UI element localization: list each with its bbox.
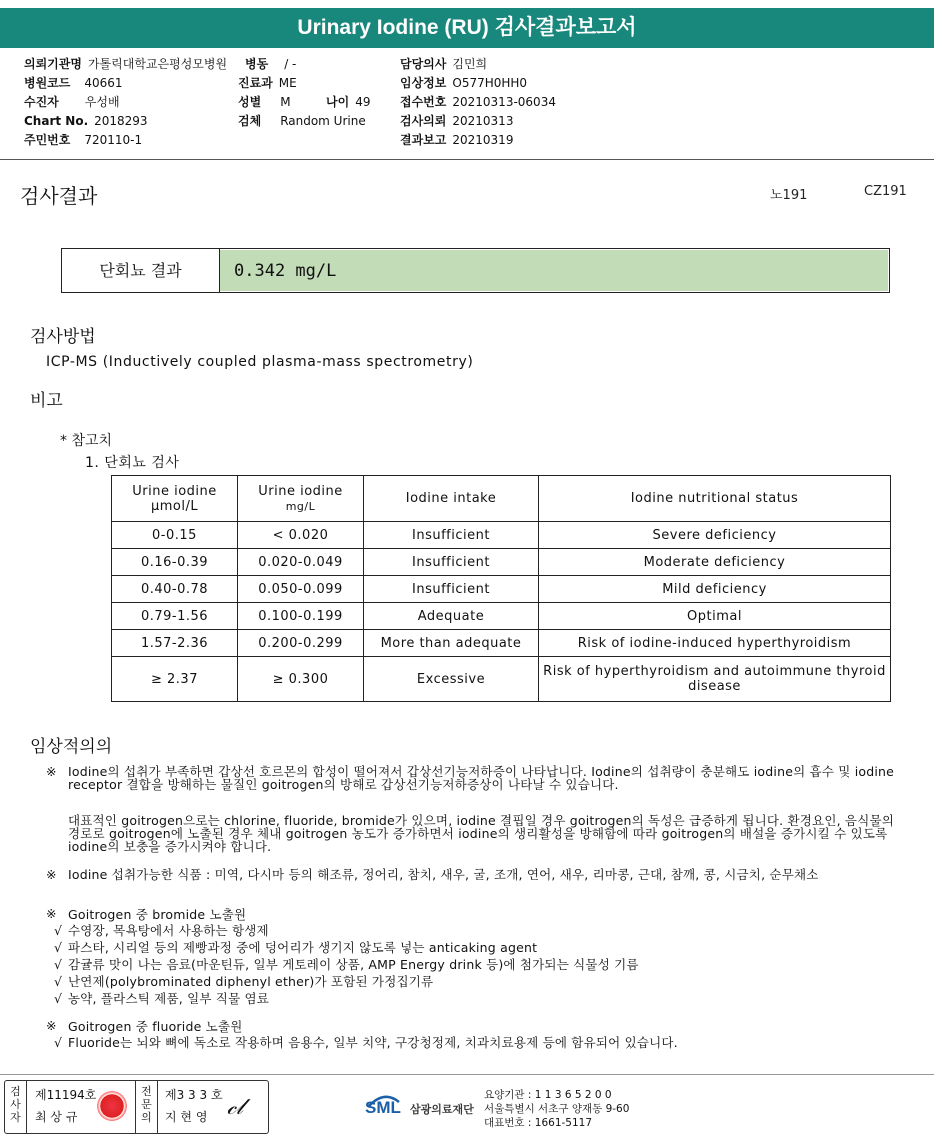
- table-cell: Adequate: [364, 603, 539, 630]
- header-value: 2018293: [94, 114, 148, 128]
- result-section-title: 검사결과: [20, 184, 98, 208]
- table-cell: < 0.020: [238, 522, 364, 549]
- header-line: Urine iodine: [258, 483, 343, 499]
- seal-stamp: [97, 1091, 127, 1121]
- clinical-text: Iodine의 섭취가 부족하면 갑상선 호르몬의 합성이 떨어져서 갑상선기능저하증이 나타납니다. Iodine의 섭취량이 충분해도 iodine의 흡수 및 iodine receptor 결합을 방해하는 물질인 goitrogen의 방해로 갑상선기능저하증상이 나타날 수 있습니다.: [68, 764, 895, 792]
- header-line: μmol/L: [150, 498, 199, 514]
- list-item: √ 파스타, 시리얼 등의 제빵과정 중에 덩어리가 생기지 않도록 넣는 anticaking agent: [46, 939, 900, 956]
- result-label: 단회뇨 결과: [62, 249, 220, 292]
- phone-number: 대표번호 : 1661-5117: [484, 1117, 593, 1129]
- table-cell: 1.57-2.36: [112, 630, 238, 657]
- organization-name: 삼광의료재단: [410, 1103, 474, 1116]
- clinical-text: 대표적인 goitrogen으로는 chlorine, fluoride, bromide가 있으며, iodine 결핍일 경우 goitrogen의 독성은 급증하게 됩니다. 환경요인, 음식물의 경로로 goitrogen에 노출된 경우 체내 goitrogen 농도가 증가하면서 iodine의 생리활성을 방해함에 따라 goitrogen의 배설을 증가시킬 수 있도록 iodine의 보충을 증가시켜야 합니다.: [68, 813, 895, 854]
- table-header: [238, 476, 364, 522]
- header-value: 김민희: [452, 57, 488, 71]
- notes-title: 비고: [30, 391, 63, 411]
- method-title: 검사방법: [30, 327, 96, 347]
- table-row: [112, 657, 891, 702]
- sex-label: 성별: [238, 95, 262, 109]
- header-value: 720110-1: [84, 133, 143, 147]
- reference-title: * 참고치: [60, 433, 113, 449]
- table-cell: Risk of hyperthyroidism and autoimmune thyroid disease: [539, 657, 891, 702]
- header-value: 우성배: [84, 95, 120, 109]
- result-box: [61, 248, 890, 293]
- age-value: 49: [355, 95, 371, 109]
- list-item: √ Fluoride는 뇌와 뼈에 독소로 작용하며 음용수, 일부 치약, 구강청정제, 치과치료용제 등에 함유되어 있습니다.: [46, 1034, 900, 1051]
- table-header: [112, 476, 238, 522]
- reviewer-number: 제3 3 3 호: [165, 1088, 223, 1102]
- specimen-label: 검체: [238, 114, 262, 128]
- list-item: √ 난연제(polybrominated diphenyl ether)가 포함된 가정집기류: [46, 973, 900, 990]
- header-label: 결과보고: [400, 133, 447, 147]
- table-header: Iodine intake: [364, 476, 539, 522]
- table-cell: More than adequate: [364, 630, 539, 657]
- specimen-value: Random Urine: [280, 114, 366, 128]
- table-cell: 0.40-0.78: [112, 576, 238, 603]
- table-header-row: [112, 476, 891, 522]
- table-cell: Mild deficiency: [539, 576, 891, 603]
- header-value: 20210319: [452, 133, 514, 147]
- table-row: [112, 603, 891, 630]
- tester-label: [5, 1081, 27, 1133]
- header-line: Urine iodine: [132, 483, 217, 499]
- signature-box: [4, 1080, 269, 1134]
- table-cell: Risk of iodine-induced hyperthyroidism: [539, 630, 891, 657]
- sml-logo-text: SML: [365, 1098, 401, 1117]
- header-label: 수진자: [24, 95, 59, 109]
- header-value: O577H0HH0: [452, 76, 528, 90]
- reviewer-label-text: 전문의: [141, 1085, 152, 1124]
- header-ward: [245, 55, 296, 74]
- header-sex: [238, 93, 291, 112]
- result-code-1: 노191: [770, 188, 808, 203]
- header-value: 가톨릭대학교은평성모병원: [87, 57, 228, 71]
- reviewer-name: 지 현 영: [165, 1110, 208, 1124]
- header-label: 병원코드: [24, 76, 71, 90]
- header-age: [326, 93, 370, 112]
- reference-mark: ※: [46, 764, 57, 779]
- table-cell: Moderate deficiency: [539, 549, 891, 576]
- table-header: Iodine nutritional status: [539, 476, 891, 522]
- clinical-title: 임상적의의: [30, 737, 113, 757]
- sex-value: M: [280, 95, 291, 109]
- table-row: [112, 549, 891, 576]
- reviewer-label: [136, 1081, 158, 1133]
- list-item: √ 농약, 플라스틱 제품, 일부 직물 염료: [46, 990, 900, 1007]
- table-row: [112, 522, 891, 549]
- reference-subtitle: 1. 단회뇨 검사: [85, 455, 180, 471]
- organization-info: [484, 1088, 629, 1130]
- table-cell: Severe deficiency: [539, 522, 891, 549]
- table-cell: 0.200-0.299: [238, 630, 364, 657]
- header-line: mg/L: [285, 499, 316, 513]
- table-cell: Insufficient: [364, 549, 539, 576]
- result-code-2: CZ191: [864, 184, 907, 199]
- dept-value: ME: [278, 76, 297, 90]
- header-value: 20210313-06034: [452, 95, 556, 109]
- bromide-title: Goitrogen 중 bromide 노출원: [68, 907, 247, 922]
- table-cell: 0.16-0.39: [112, 549, 238, 576]
- reference-mark: ※: [46, 1018, 57, 1033]
- header-label: 주민번호: [24, 133, 71, 147]
- reference-mark: ※: [46, 867, 57, 882]
- fluoride-title: Goitrogen 중 fluoride 노출원: [68, 1019, 243, 1034]
- table-cell: 0.050-0.099: [238, 576, 364, 603]
- list-item: √ 수영장, 목욕탕에서 사용하는 항생제: [46, 922, 900, 939]
- list-item: √ 감귤류 맛이 나는 음료(마운틴듀, 일부 게토레이 상품, AMP Energy drink 등)에 첨가되는 식물성 기름: [46, 956, 900, 973]
- header-label: 임상정보: [400, 76, 447, 90]
- reference-table: [111, 475, 891, 702]
- header-value: 20210313: [452, 114, 514, 128]
- header-label: 접수번호: [400, 95, 447, 109]
- table-cell: Insufficient: [364, 522, 539, 549]
- table-cell: 0-0.15: [112, 522, 238, 549]
- table-row: [112, 576, 891, 603]
- header-dept: [238, 74, 297, 93]
- method-text: ICP-MS (Inductively coupled plasma-mass spectrometry): [46, 354, 474, 370]
- address: 서울특별시 서초구 양재동 9-60: [484, 1103, 630, 1115]
- table-cell: 0.79-1.56: [112, 603, 238, 630]
- reference-mark: ※: [46, 906, 57, 921]
- header-left: [24, 55, 227, 150]
- clinical-paragraph-2: [46, 814, 900, 853]
- table-cell: Insufficient: [364, 576, 539, 603]
- header-label: 담당의사: [400, 57, 447, 71]
- footer-separator: [0, 1074, 934, 1075]
- table-cell: Excessive: [364, 657, 539, 702]
- table-cell: ≥ 0.300: [238, 657, 364, 702]
- fluoride-section: [46, 1019, 900, 1051]
- tester-number: 제11194호: [35, 1088, 97, 1102]
- clinical-paragraph-1: [46, 765, 900, 791]
- bromide-section: [46, 907, 900, 1007]
- header-right: [400, 55, 556, 150]
- table-cell: 0.100-0.199: [238, 603, 364, 630]
- tester-name: 최 상 규: [35, 1110, 78, 1124]
- age-label: 나이: [326, 95, 350, 109]
- result-value: 0.342 mg/L: [220, 250, 888, 291]
- header-label: 의뢰기관명: [24, 57, 82, 71]
- table-cell: ≥ 2.37: [112, 657, 238, 702]
- header-label: 검사의뢰: [400, 114, 447, 128]
- table-row: [112, 630, 891, 657]
- tester-label-text: 검사자: [10, 1085, 21, 1124]
- header-value: 40661: [84, 76, 123, 90]
- ward-value: / -: [284, 57, 297, 71]
- table-cell: 0.020-0.049: [238, 549, 364, 576]
- signature: 𝒸𝓁: [227, 1095, 244, 1120]
- report-title: Urinary Iodine (RU) 검사결과보고서: [0, 8, 934, 48]
- clinical-paragraph-3: [46, 868, 900, 881]
- clinical-text: Iodine 섭취가능한 식품 : 미역, 다시마 등의 해조류, 정어리, 참치, 새우, 굴, 조개, 연어, 새우, 리마콩, 근대, 참깨, 콩, 시금치, 순무채소: [68, 867, 819, 882]
- header-separator: [0, 159, 934, 160]
- ward-label: 병동: [245, 57, 269, 71]
- header-specimen: [238, 112, 366, 131]
- table-cell: Optimal: [539, 603, 891, 630]
- institution-code: 요양기관 : 1 1 3 6 5 2 0 0: [484, 1089, 612, 1101]
- dept-label: 진료과: [238, 76, 273, 90]
- header-label: Chart No.: [24, 114, 89, 128]
